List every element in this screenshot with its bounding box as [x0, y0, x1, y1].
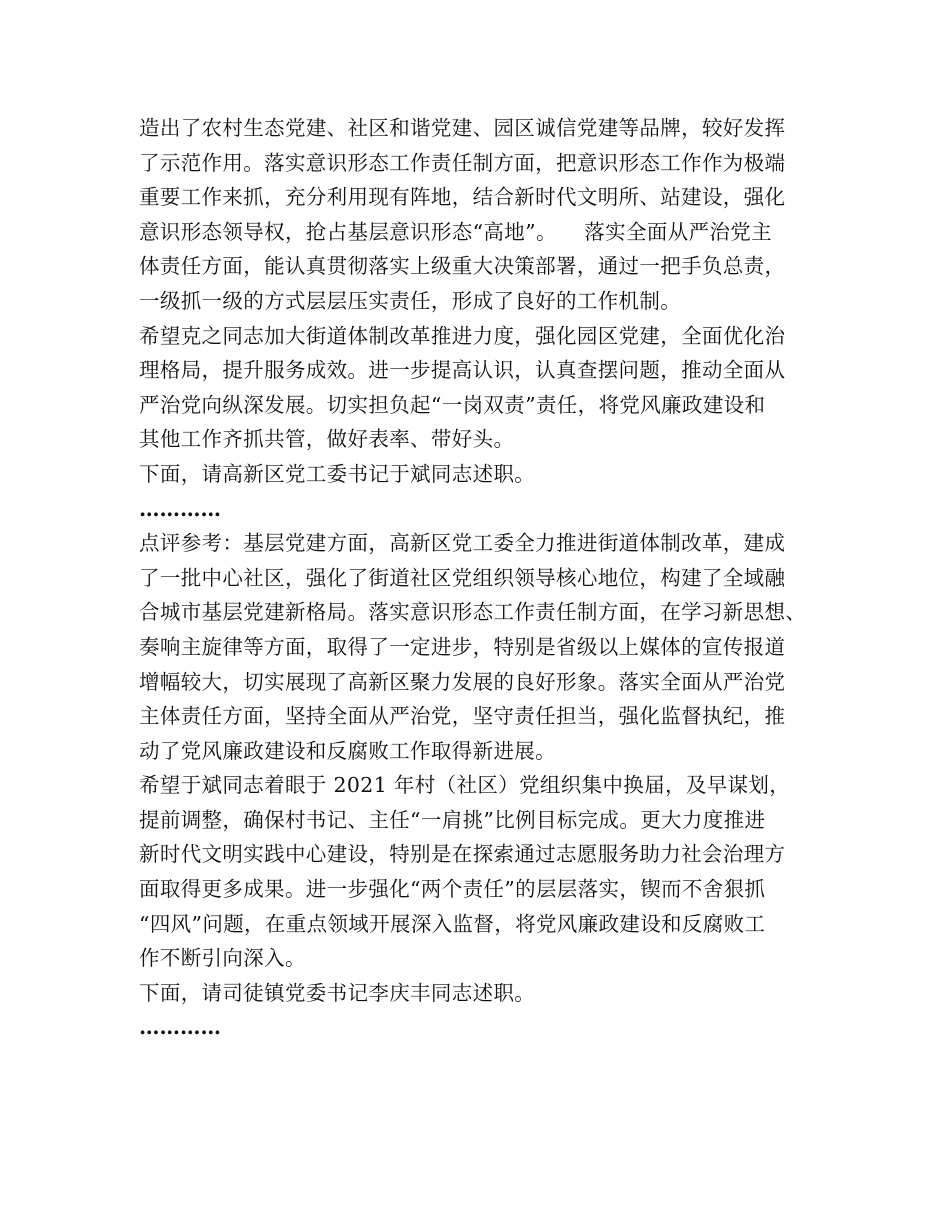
- text-line: 下面，请高新区党工委书记于斌同志述职。: [139, 461, 536, 486]
- text-line: 理格局，提升服务成效。进一步提高认识，认真查摆问题，推动全面从: [139, 358, 786, 383]
- text-line: 重要工作来抓，充分利用现有阵地，结合新时代文明所、站建设，强化: [139, 185, 786, 210]
- text-line: 其他工作齐抓共管，做好表率、带好头。: [139, 427, 515, 452]
- text-line: 了一批中心社区，强化了街道社区党组织领导核心地位，构建了全域融: [139, 565, 786, 590]
- text-line: 提前调整，确保村书记、主任“一肩挑”比例目标完成。更大力度推进: [139, 807, 766, 832]
- text-line: 动了党风廉政建设和反腐败工作取得新进展。: [139, 738, 556, 763]
- text-line: 希望于斌同志着眼于 2021 年村（社区）党组织集中换届，及早谋划，: [139, 773, 791, 798]
- text-line: 增幅较大，切实展现了高新区聚力发展的良好形象。落实全面从严治党: [139, 669, 786, 694]
- text-line: 意识形态领导权，抢占基层意识形态“高地”。 落实全面从严治党主: [139, 219, 772, 244]
- text-line: 体责任方面，能认真贯彻落实上级重大决策部署，通过一把手负总责，: [139, 254, 786, 279]
- text-line: 作不断引向深入。: [139, 946, 306, 971]
- text-line: 主体责任方面，坚持全面从严治党，坚守责任担当，强化监督执纪，推: [139, 704, 786, 729]
- text-line: 一级抓一级的方式层层压实责任，形成了良好的工作机制。: [139, 288, 682, 313]
- text-line: 严治党向纵深发展。切实担负起“一岗双责”责任，将党风廉政建设和: [139, 392, 766, 417]
- text-line: 合城市基层党建新格局。落实意识形态工作责任制方面，在学习新思想、: [139, 600, 807, 625]
- document-body: [139, 111, 839, 1045]
- text-line: 点评参考：基层党建方面，高新区党工委全力推进街道体制改革，建成: [139, 531, 786, 556]
- text-line: 希望克之同志加大街道体制改革推进力度，强化园区党建，全面优化治: [139, 323, 786, 348]
- text-line: 面取得更多成果。进一步强化“两个责任”的层层落实，锲而不舍狠抓: [139, 877, 766, 902]
- text-line: 新时代文明实践中心建设，特别是在探索通过志愿服务助力社会治理方: [139, 842, 786, 867]
- text-line: “四风”问题，在重点领域开展深入监督，将党风廉政建设和反腐败工: [139, 911, 766, 936]
- text-line: 了示范作用。落实意识形态工作责任制方面，把意识形态工作作为极端: [139, 150, 786, 175]
- text-line: 下面，请司徒镇党委书记李庆丰同志述职。: [139, 980, 536, 1005]
- text-line: 造出了农村生态党建、社区和谐党建、园区诚信党建等品牌，较好发挥: [139, 116, 786, 140]
- ellipsis-separator: …………: [139, 1015, 221, 1040]
- ellipsis-separator: …………: [139, 496, 221, 521]
- text-line: 奏响主旋律等方面，取得了一定进步，特别是省级以上媒体的宣传报道: [139, 634, 786, 659]
